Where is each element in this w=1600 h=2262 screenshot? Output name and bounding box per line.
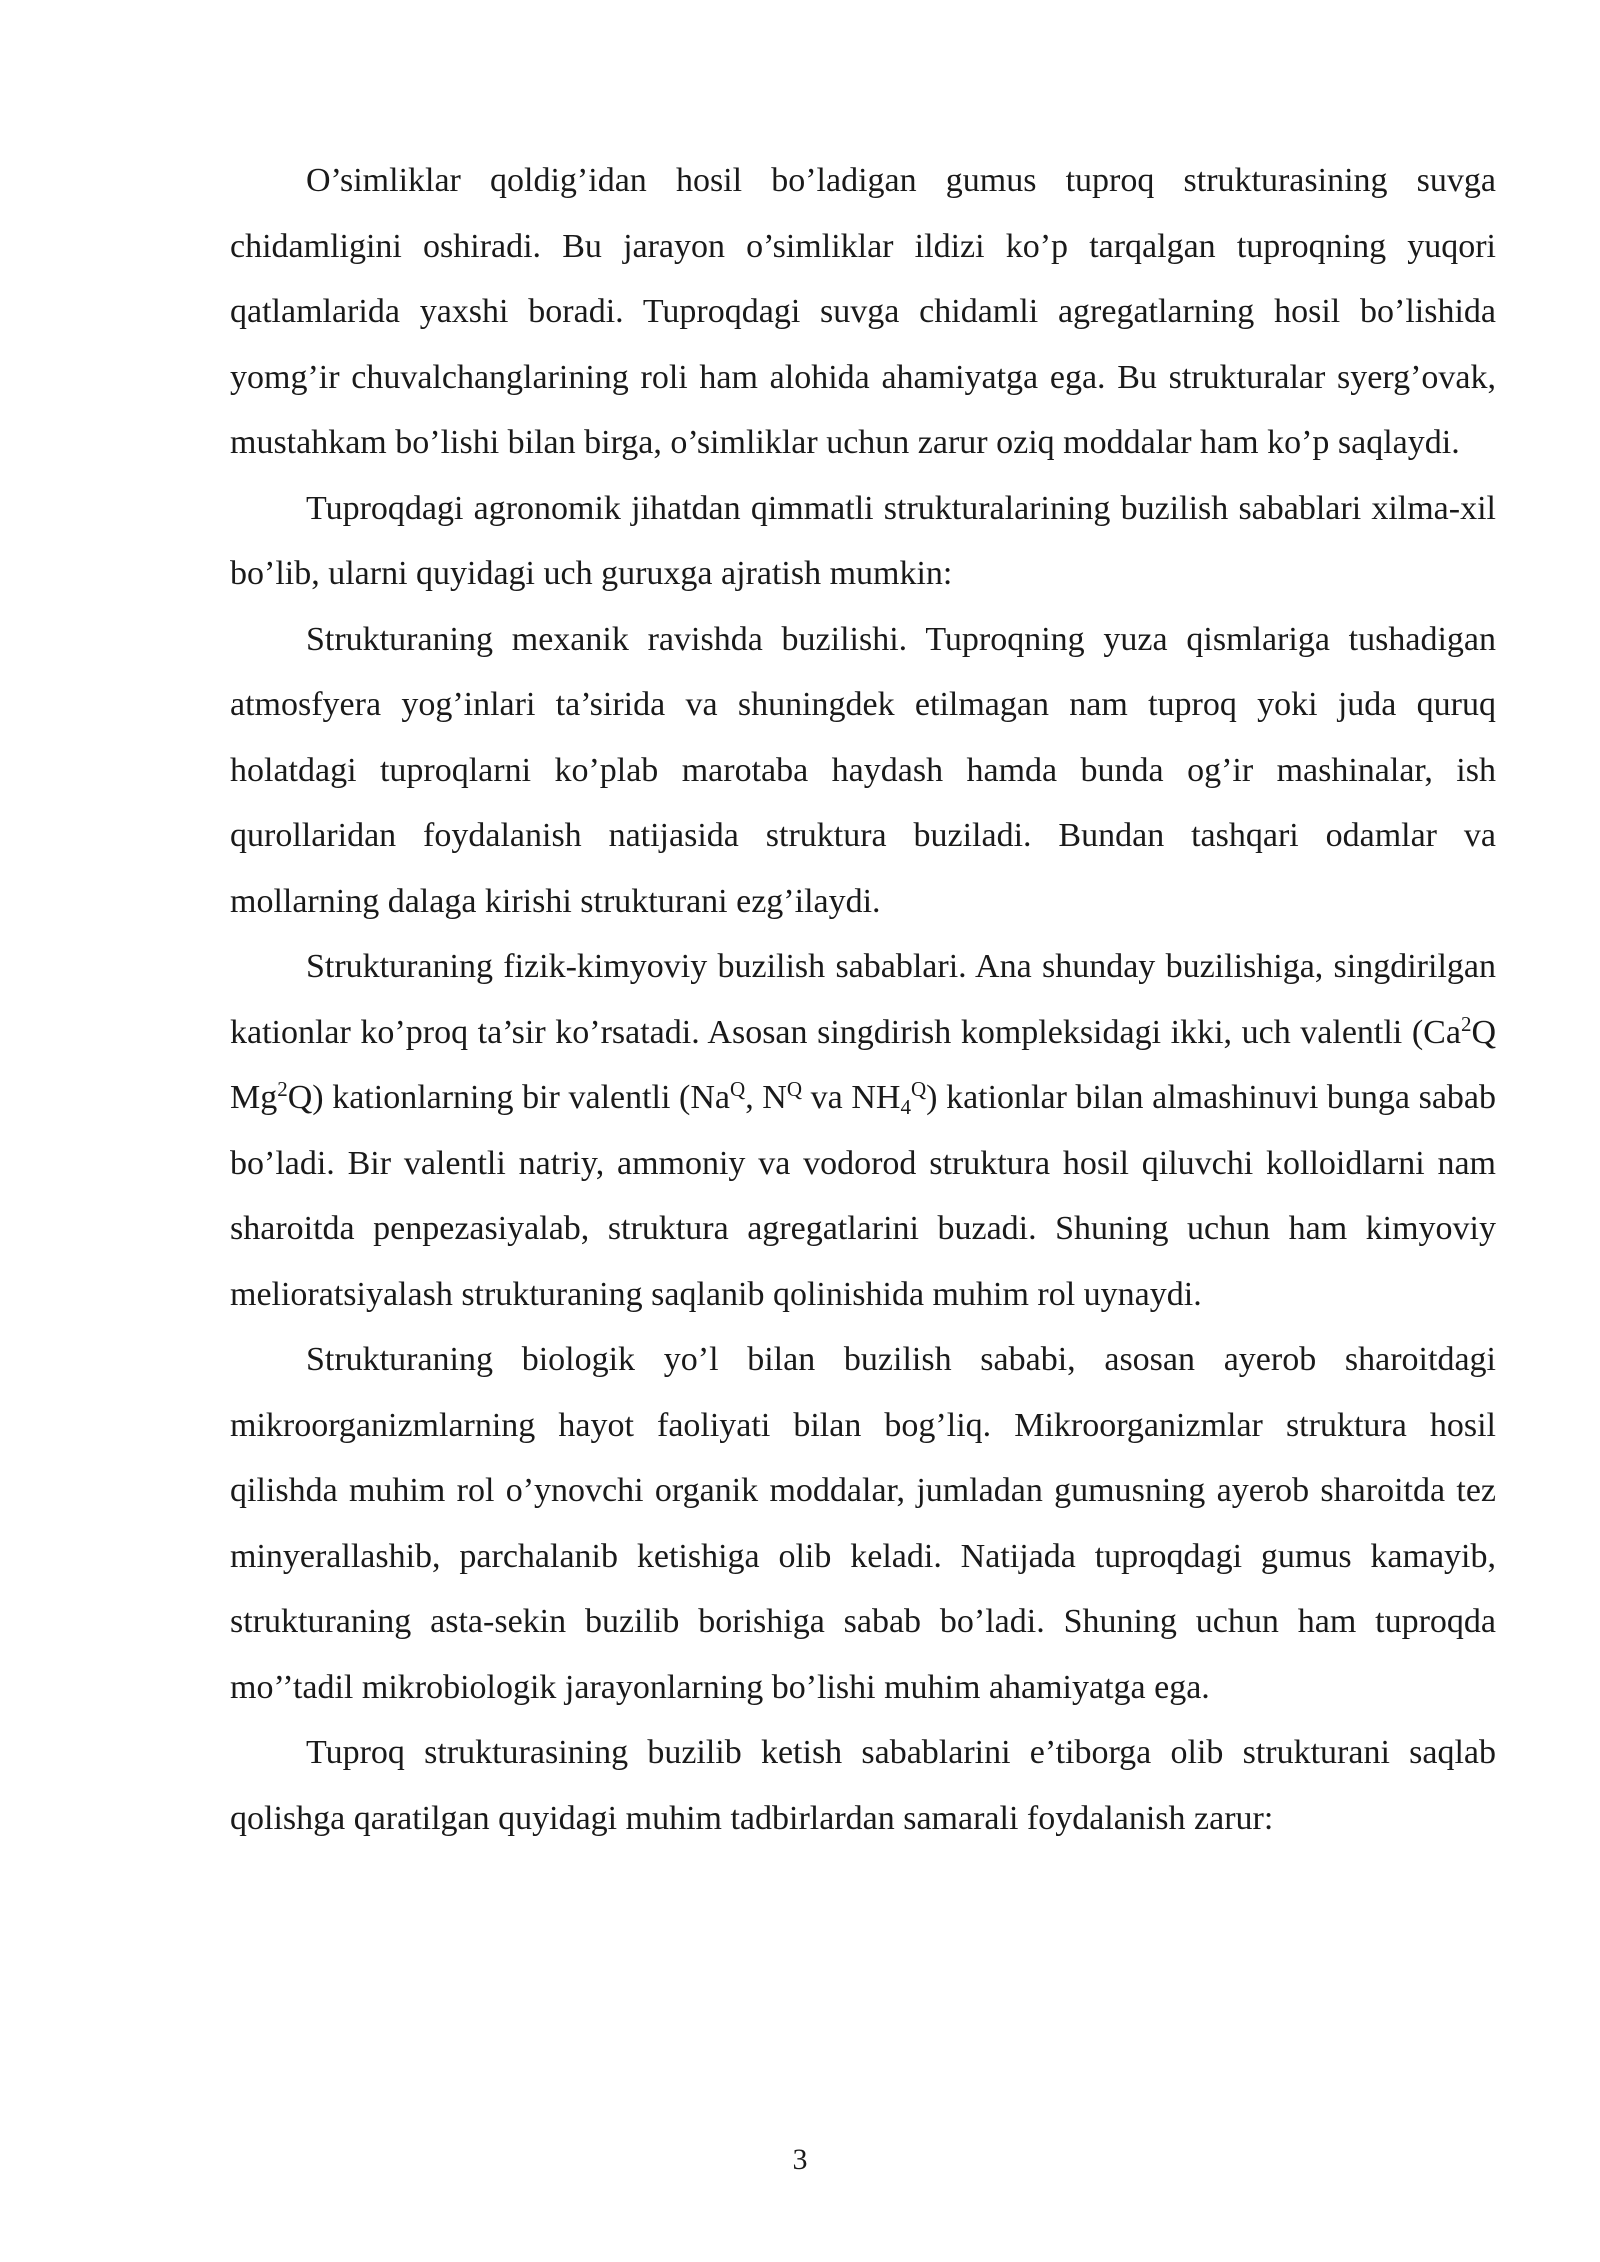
subscript: 4 (900, 1095, 911, 1119)
superscript: 2 (1460, 1011, 1472, 1036)
document-body (230, 148, 1496, 1851)
paragraph-4-text: ) kationlar bilan almashinuvi bunga sabab bo’ladi. Bir valentli natriy, ammoniy va vodorod struktura hosil qiluvchi kolloidlarni nam sharoitda penpezasiyalab, struktura agregatlarini buzadi. Shuning uchun ham kimyoviy melioratsiyalash strukturaning saqlanib qolinishida muhim rol uynaydi. (230, 1079, 1497, 1313)
superscript: Q (786, 1077, 803, 1101)
superscript: Q (910, 1077, 927, 1101)
paragraph-5: Strukturaning biologik yo’l bilan buzilish sababi, asosan ayerob sharoitdagi mikroorganizmlarning hayot faoliyati bilan bog’liq. Mikroorganizmlar struktura hosil qilishda muhim rol o’ynovchi organik moddalar, jumladan gumusning ayerob sharoitda tez minyerallashib, parchalanib ketishiga olib keladi. Natijada tuproqdagi gumus kamayib, strukturaning asta-sekin buzilib borishiga sabab bo’ladi. Shuning uchun ham tuproqda mo’’tadil mikrobiologik jarayonlarning bo’lishi muhim ahamiyatga ega. (230, 1341, 1496, 1706)
paragraph-4-text: Q) kationlarning bir valentli (Na (287, 1079, 731, 1116)
paragraph-4-text: Q Mg (230, 1013, 1496, 1116)
paragraph-4-text: Strukturaning fizik-kimyoviy buzilish sabablari. Ana shunday buzilishiga, singdirilgan kationlar ko’proq ta’sir ko’rsatadi. Asosan singdirish kompleksidagi ikki, uch valentli (Ca (230, 948, 1496, 1051)
paragraph-2: Tuproqdagi agronomik jihatdan qimmatli strukturalarining buzilish sabablari xilma-xil bo’lib, ularni quyidagi uch guruxga ajratish mumkin: (230, 489, 1496, 592)
paragraph-4-text: , N (745, 1079, 787, 1116)
paragraph-1: O’simliklar qoldig’idan hosil bo’ladigan gumus tuproq strukturasining suvga chidamligini oshiradi. Bu jarayon o’simliklar ildizi ko’p tarqalgan tuproqning yuqori qatlamlarida yaxshi boradi. Tuproqdagi suvga chidamli agregatlarning hosil bo’lishida yomg’ir chuvalchanglarining roli ham alohida ahamiyatga ega. Bu strukturalar syerg’ovak, mustahkam bo’lishi bilan birga, o’simliklar uchun zarur oziq moddalar ham ko’p saqlaydi. (230, 162, 1496, 461)
paragraph-6: Tuproq strukturasining buzilib ketish sabablarini e’tiborga olib strukturani saqlab qolishga qaratilgan quyidagi muhim tadbirlardan samarali foydalanish zarur: (230, 1734, 1496, 1837)
paragraph-4-text: va NH (802, 1079, 901, 1116)
superscript: 2 (277, 1077, 288, 1101)
superscript: Q (730, 1077, 746, 1101)
paragraph-3: Strukturaning mexanik ravishda buzilishi. Tuproqning yuza qismlariga tushadigan atmosfyera yog’inlari ta’sirida va shuningdek etilmagan nam tuproq yoki juda quruq holatdagi tuproqlarni ko’plab marotaba haydash hamda bunda og’ir mashinalar, ish qurollaridan foydalanish natijasida struktura buziladi. Bundan tashqari odamlar va mollarning dalaga kirishi strukturani ezg’ilaydi. (230, 620, 1496, 920)
page-number: 3 (792, 2143, 808, 2176)
paragraph-4 (230, 934, 1496, 1327)
